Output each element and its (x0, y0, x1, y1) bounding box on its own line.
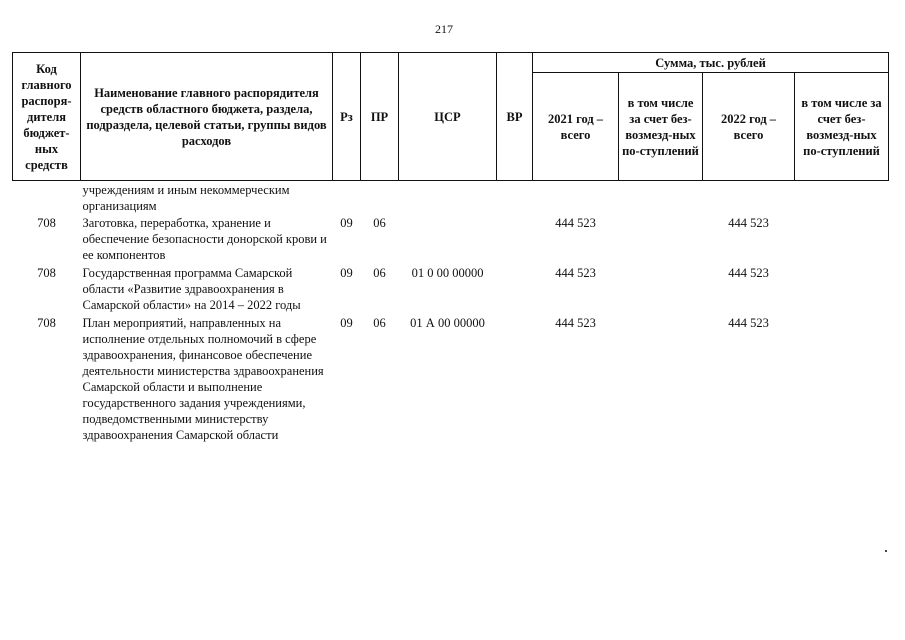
header-2022-free: в том числе за счет без-возмезд-ных по-ступлений (795, 73, 889, 181)
header-pr: ПР (361, 53, 399, 181)
header-name: Наименование главного распорядителя средств областного бюджета, раздела, подраздела, целевой статьи, группы видов расходов (81, 53, 333, 181)
header-vr: ВР (497, 53, 533, 181)
cell-name: Заготовка, переработка, хранение и обеспечение безопасности донорской крови и ее компонентов (82, 216, 327, 262)
header-code: Код главного распоря-дителя бюджет-ных средств (13, 53, 81, 181)
header-rz: Рз (333, 53, 361, 181)
cell-2021-free (619, 214, 703, 264)
table-row (13, 214, 889, 264)
cell-pr: 06 (373, 266, 386, 280)
cell-2021-free (619, 264, 703, 314)
cell-name: План мероприятий, направленных на исполнение отдельных полномочий в сфере здравоохранения, финансовое обеспечение деятельности министерства здравоохранения Самарской области и выполнение государственного задания учреждениями, подведомственными министерству здравоохранения Самарской области (82, 316, 324, 442)
table-header (13, 53, 889, 181)
cell-name: Государственная программа Самарской области «Развитие здравоохранения в Самарской области» на 2014 – 2022 годы (82, 266, 301, 312)
header-2021-free: в том числе за счет без-возмезд-ных по-ступлений (619, 73, 703, 181)
cell-2022-total: 444 523 (728, 266, 769, 280)
cell-2022-total: 444 523 (728, 216, 769, 230)
table-body (13, 181, 889, 445)
cell-vr (497, 314, 533, 444)
cell-code: 708 (37, 216, 56, 230)
header-2022-total: 2022 год – всего (703, 73, 795, 181)
cell-2021-total: 444 523 (555, 266, 596, 280)
cell-pr: 06 (373, 316, 386, 330)
header-2021-total: 2021 год – всего (533, 73, 619, 181)
cell-csr: 01 0 00 00000 (411, 266, 484, 280)
cell-csr: 01 А 00 00000 (410, 316, 485, 330)
cell-code (13, 181, 81, 215)
table-row (13, 314, 889, 444)
cell-code: 708 (37, 316, 56, 330)
cell-2022-free (795, 314, 889, 444)
cell-vr (497, 264, 533, 314)
cell-code: 708 (37, 266, 56, 280)
cell-2022-free (795, 214, 889, 264)
table-row-continuation (13, 181, 889, 215)
continuation-text: учреждениям и иным некоммерческим организациям (82, 183, 290, 213)
budget-table (12, 52, 889, 444)
page-number: 217 (435, 22, 453, 36)
cell-pr: 06 (373, 216, 386, 230)
cell-rz: 09 (340, 266, 353, 280)
cell-vr (497, 214, 533, 264)
cell-2021-total: 444 523 (555, 316, 596, 330)
cell-csr (399, 214, 497, 264)
cell-2021-total: 444 523 (555, 216, 596, 230)
cell-2022-free (795, 264, 889, 314)
scan-speck (885, 550, 887, 552)
header-csr: ЦСР (399, 53, 497, 181)
cell-rz: 09 (340, 316, 353, 330)
cell-rz: 09 (340, 216, 353, 230)
header-sum: Сумма, тыс. рублей (533, 53, 889, 73)
cell-2021-free (619, 314, 703, 444)
table-row (13, 264, 889, 314)
cell-2022-total: 444 523 (728, 316, 769, 330)
